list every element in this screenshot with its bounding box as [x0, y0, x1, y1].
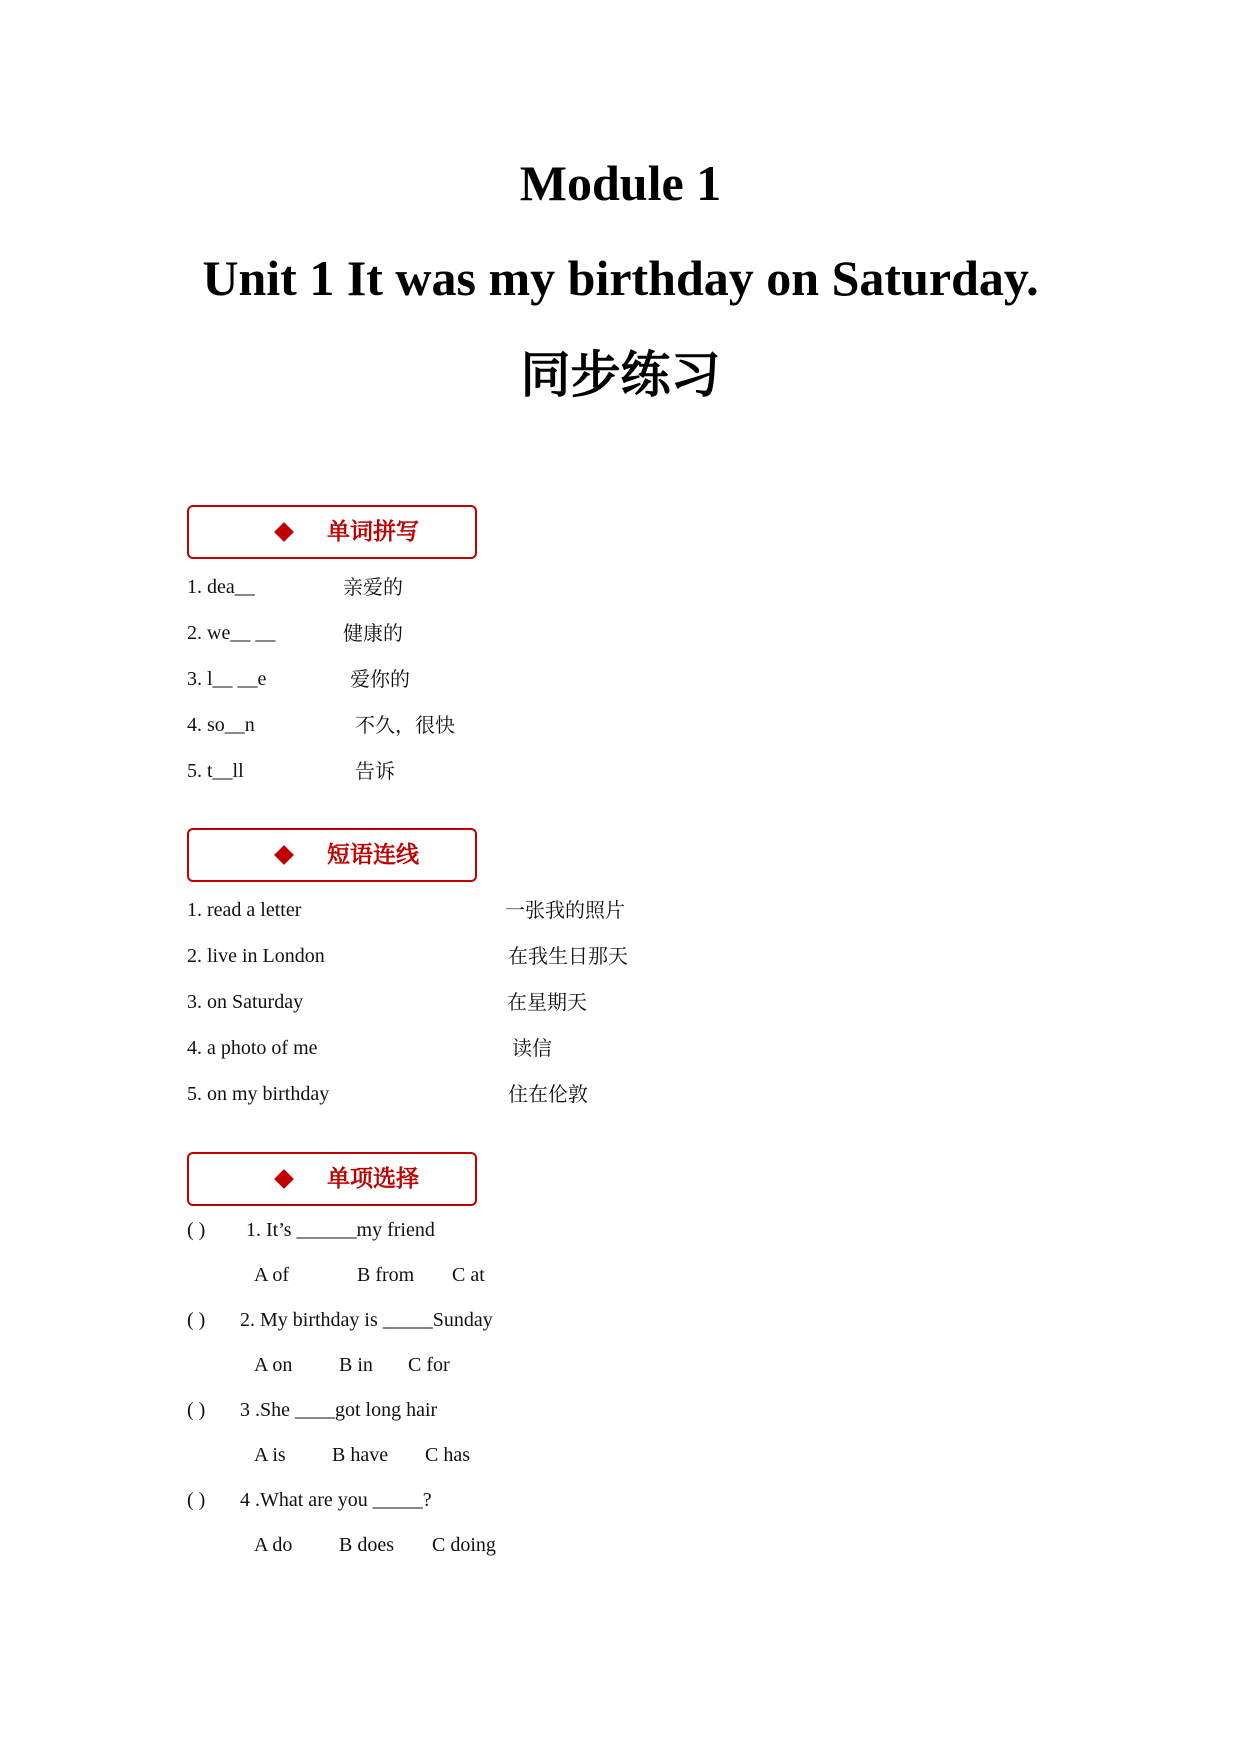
phrase-en-2: 2. live in London: [187, 945, 325, 967]
spelling-word-1: 1. dea__: [187, 576, 255, 598]
exercise-subtitle: 同步练习: [520, 346, 721, 404]
option-3a: A is: [254, 1444, 286, 1466]
section-header-multiple-choice: [187, 1152, 477, 1206]
answer-blank-1: ( ): [187, 1219, 206, 1241]
option-3c: C has: [425, 1444, 470, 1466]
option-2a: A on: [254, 1354, 293, 1376]
unit-title: Unit 1 It was my birthday on Saturday.: [202, 250, 1039, 306]
spelling-meaning-1: 亲爱的: [343, 575, 403, 599]
diamond-icon: [274, 522, 294, 542]
option-2b: B in: [339, 1354, 373, 1376]
section-label: 短语连线: [327, 842, 419, 868]
phrase-cn-1: 一张我的照片: [505, 898, 625, 922]
section-label: 单项选择: [327, 1166, 419, 1192]
section-header-spelling: [187, 505, 477, 559]
phrase-en-4: 4. a photo of me: [187, 1037, 318, 1059]
spelling-meaning-3: 爱你的: [350, 667, 410, 691]
diamond-icon: [274, 845, 294, 865]
option-3b: B have: [332, 1444, 389, 1466]
phrase-en-3: 3. on Saturday: [187, 991, 304, 1013]
option-1a: A of: [254, 1264, 289, 1286]
spelling-meaning-5: 告诉: [355, 759, 395, 783]
phrase-cn-4: 读信: [512, 1036, 552, 1060]
question-1: 1. It’s ______my friend: [246, 1219, 435, 1241]
spelling-word-3: 3. l__ __e: [187, 668, 267, 690]
spelling-word-5: 5. t__ll: [187, 760, 244, 782]
diamond-icon: [274, 1169, 294, 1189]
spelling-meaning-2: 健康的: [343, 621, 403, 645]
spelling-word-2: 2. we__ __: [187, 622, 276, 644]
option-1c: C at: [452, 1264, 485, 1286]
phrase-en-1: 1. read a letter: [187, 899, 302, 921]
spelling-meaning-4: 不久，很快: [355, 713, 455, 737]
option-2c: C for: [408, 1354, 450, 1376]
question-2: 2. My birthday is _____Sunday: [240, 1309, 493, 1331]
option-1b: B from: [357, 1264, 415, 1286]
phrase-cn-3: 在星期天: [507, 990, 587, 1014]
answer-blank-3: ( ): [187, 1399, 206, 1421]
option-4a: A do: [254, 1534, 293, 1556]
spelling-word-4: 4. so__n: [187, 714, 255, 736]
phrase-cn-5: 住在伦敦: [508, 1082, 588, 1106]
phrase-cn-2: 在我生日那天: [508, 944, 628, 968]
section-header-matching: [187, 828, 477, 882]
question-3: 3 .She ____got long hair: [240, 1399, 438, 1421]
phrase-en-5: 5. on my birthday: [187, 1083, 330, 1105]
module-title: Module 1: [519, 155, 722, 211]
answer-blank-4: ( ): [187, 1489, 206, 1511]
section-label: 单词拼写: [327, 519, 419, 545]
question-4: 4 .What are you _____?: [240, 1489, 432, 1511]
answer-blank-2: ( ): [187, 1309, 206, 1331]
option-4b: B does: [339, 1534, 394, 1556]
option-4c: C doing: [432, 1534, 496, 1556]
